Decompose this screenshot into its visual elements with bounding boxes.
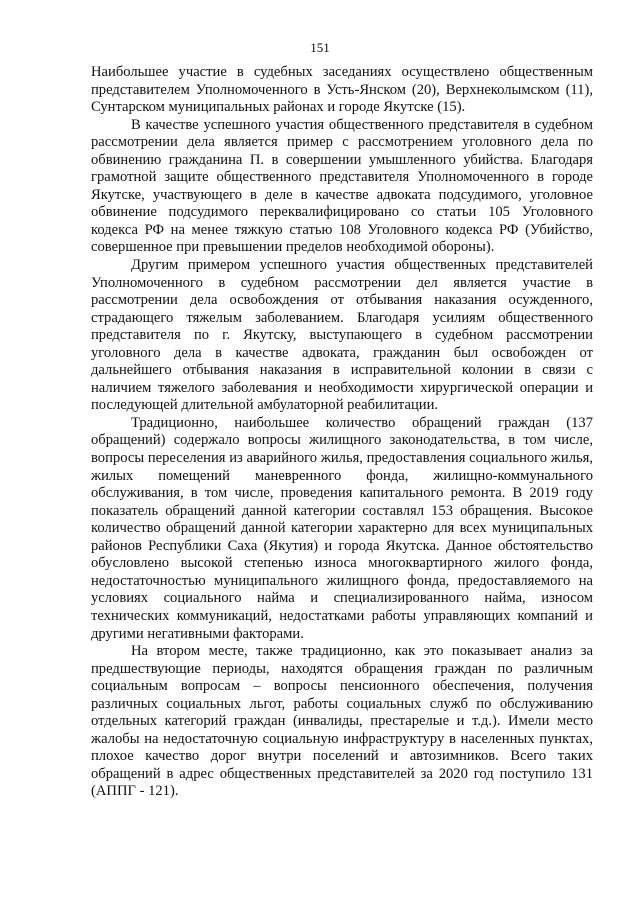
page-number: 151 (310, 40, 330, 55)
document-body (91, 64, 593, 801)
paragraph-court-participation: Наибольшее участие в судебных заседаниях осуществлено общественным представителем Уполномоченного в Усть-Янском (20), Верхнеколымском (11), Сунтарском муниципальных районах и городе Якутске (15). (91, 64, 593, 116)
paragraph-social-appeals: На втором месте, также традиционно, как это показывает анализ за предшествующие периоды, находятся обращения граждан по различным социальным вопросам – вопросы пенсионного обеспечения, получения различных социальных льгот, работы социальных служб по обслуживанию отдельных категорий граждан (инвалиды, престарелые и т.д.). Имели место жалобы на недостаточную социальную инфраструктуру в населенных пунктах, плохое качество дорог внутри поселений и автозимников. Всего таких обращений в адрес общественных представителей за 2020 год поступило 131 (АППГ - 121). (91, 643, 593, 800)
paragraph-release-example: Другим примером успешного участия общественных представителей Уполномоченного в судебном рассмотрении дел является участие в рассмотрении дела освобождения от отбывания наказания осужденного, страдающего тяжелым заболеванием. Благодаря усилиям общественного представителя по г. Якутску, выступающего в судебном рассмотрении уголовного дела в качестве адвоката, гражданин был освобожден от дальнейшего отбывания наказания в исправительной колонии в связи с наличием тяжелого заболевания и необходимости хирургической операции и последующей длительной амбулаторной реабилитации. (91, 257, 593, 414)
paragraph-housing-appeals: Традиционно, наибольшее количество обращений граждан (137 обращений) содержало вопросы жилищного законодательства, в том числе, вопросы переселения из аварийного жилья, предоставления социального жилья, жилых помещений маневренного фонда, жилищно-коммунального обслуживания, в том числе, проведения капитального ремонта. В 2019 году показатель обращений данной категории составлял 153 обращения. Высокое количество обращений данной категории характерно для всех муниципальных районов Республики Саха (Якутия) и города Якутска. Данное обстоятельство обусловлено высокой степенью износа многоквартирного жилого фонда, недостаточностью муниципального жилищного фонда, предоставляемого на условиях социального найма и специализированного найма, износом технических коммуникаций, недостатками работы управляющих компаний и другими негативными факторами. (91, 414, 593, 642)
paragraph-murder-case-example: В качестве успешного участия общественного представителя в судебном рассмотрении дела является пример с рассмотрением уголовного дела по обвинению гражданина П. в совершении умышленного убийства. Благодаря грамотной защите общественного представителя Уполномоченного в городе Якутске, участвующего в деле в качестве адвоката подсудимого, уголовное обвинение подсудимого переквалифицировано со статьи 105 Уголовного кодекса РФ на менее тяжкую статью 108 Уголовного кодекса РФ (Убийство, совершенное при превышении пределов необходимой обороны). (91, 116, 593, 256)
